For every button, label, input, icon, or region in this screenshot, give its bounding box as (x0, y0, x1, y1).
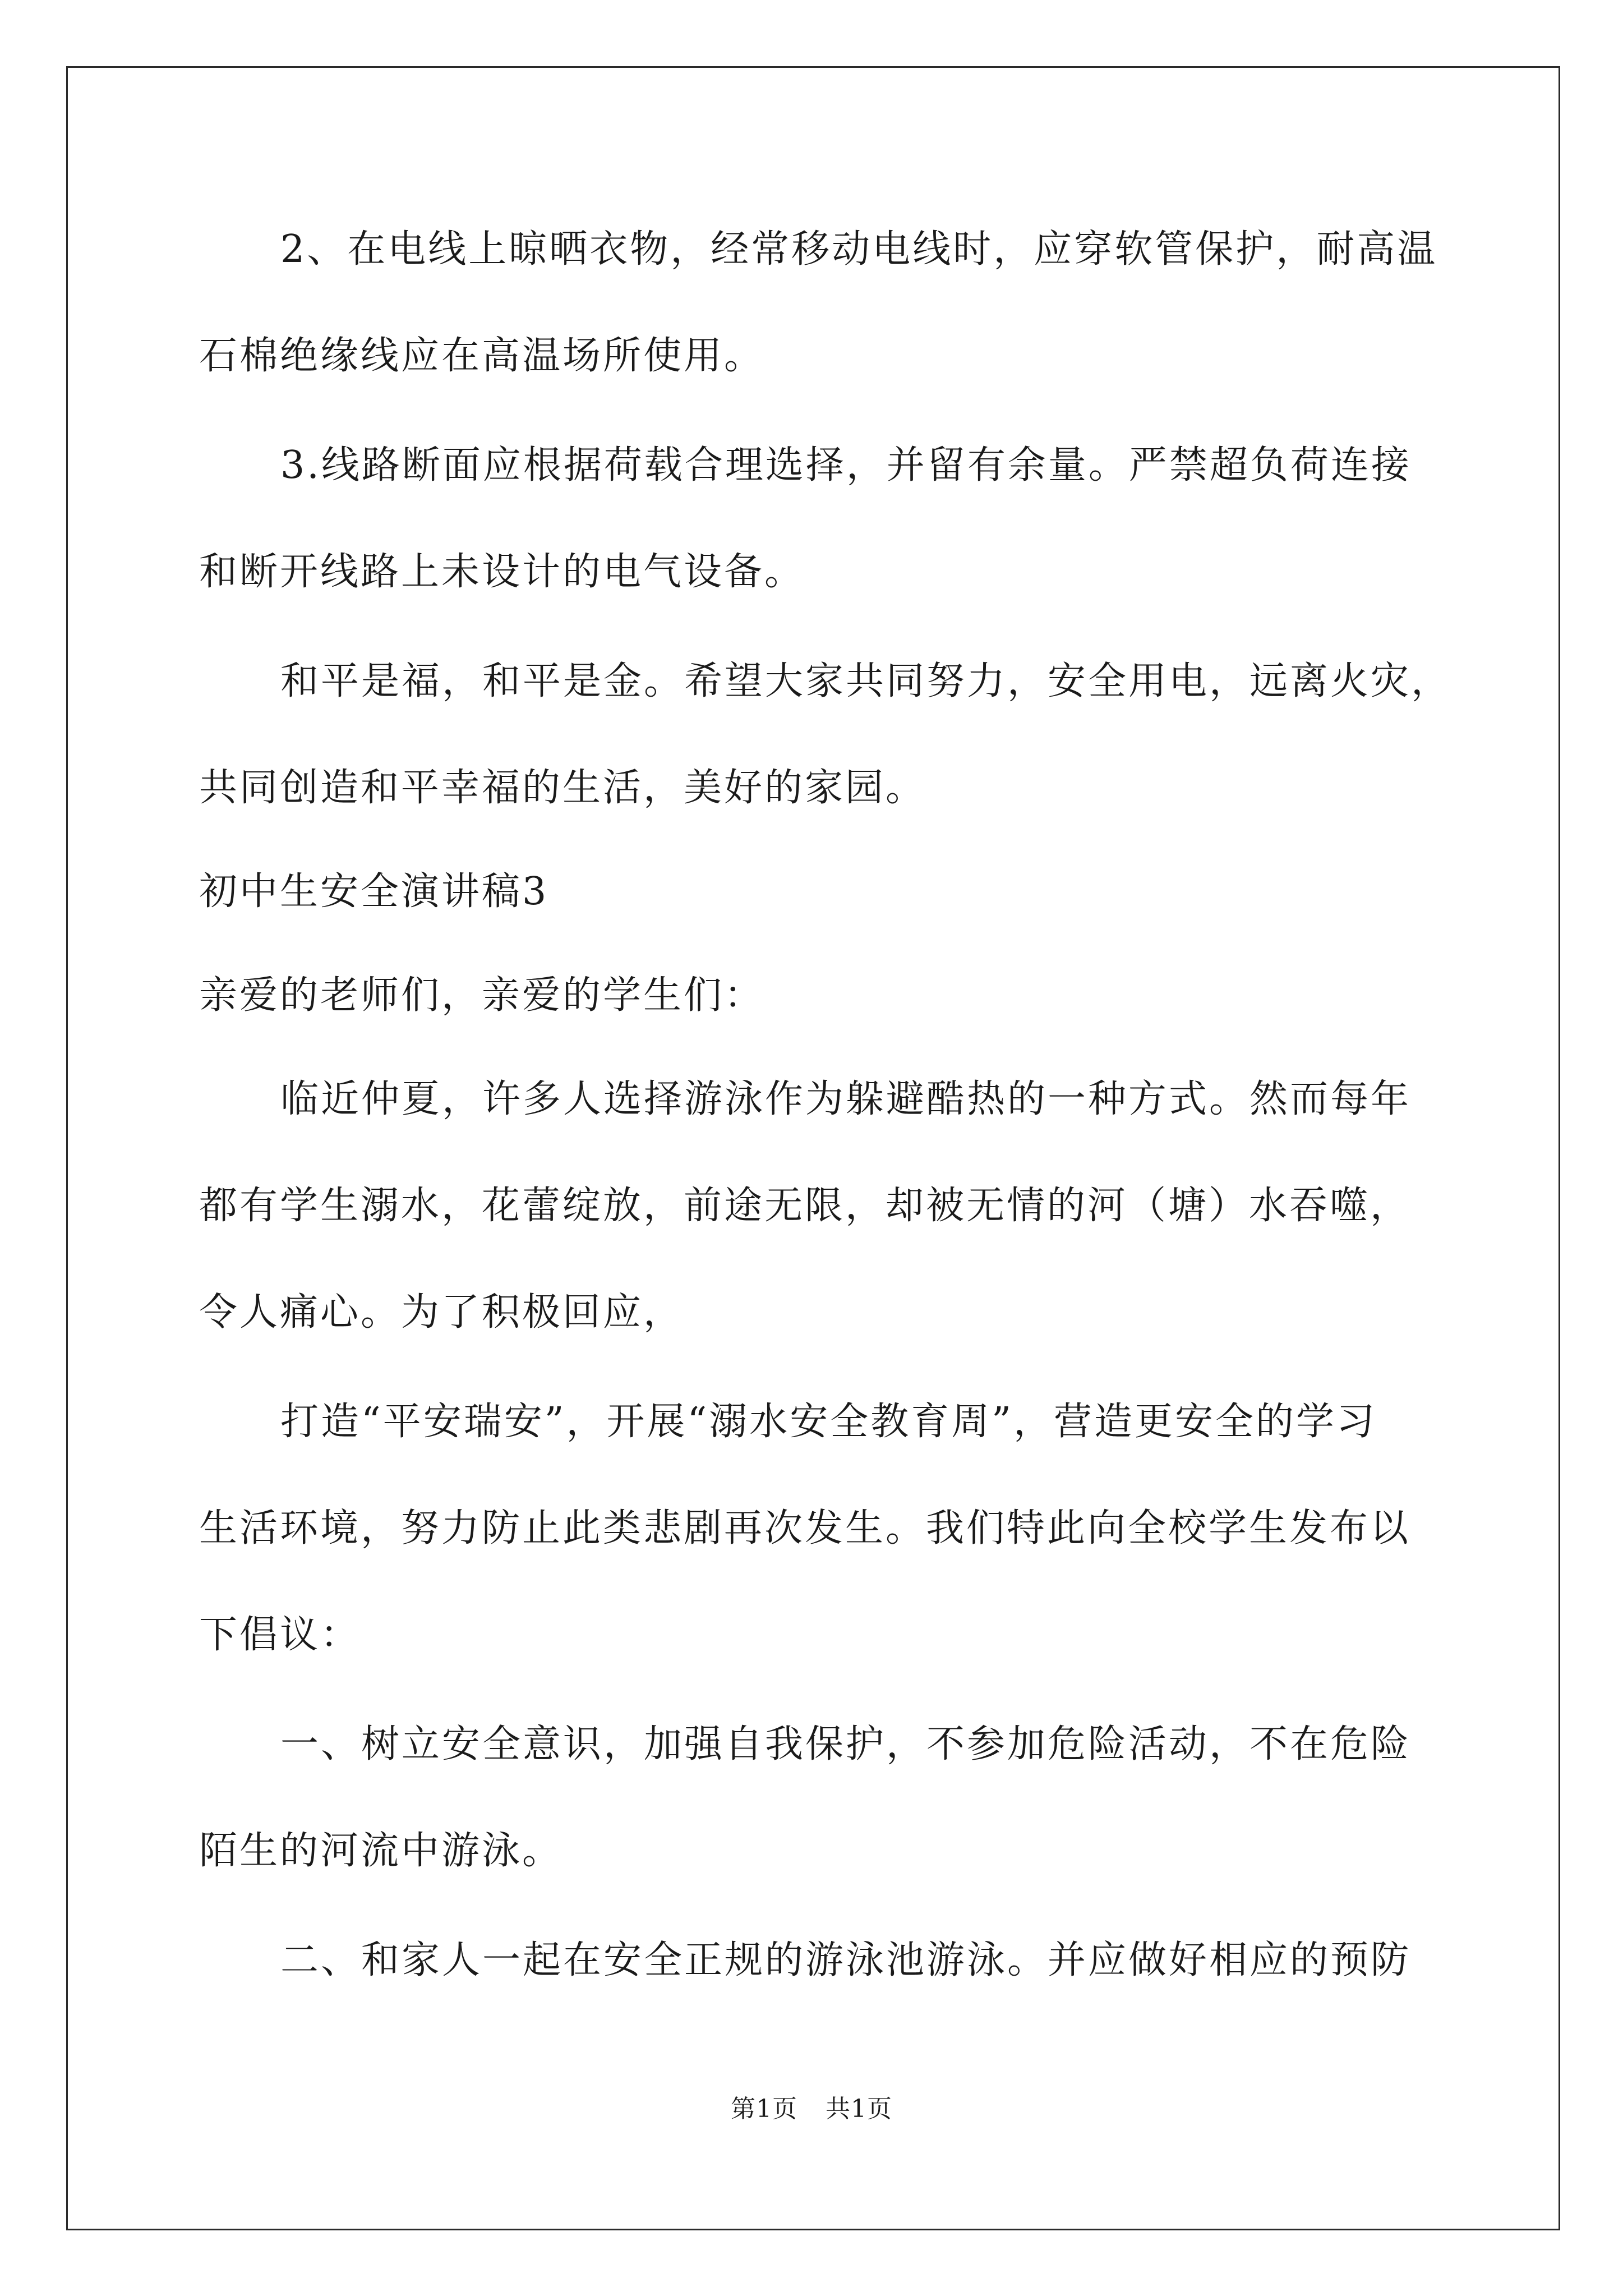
page-number: 第1页 (731, 2095, 797, 2123)
paragraph-line: 和平是福，和平是金。希望大家共同努力，安全用电，远离火灾， (280, 659, 1452, 703)
paragraph-line: 陌生的河流中游泳。 (199, 1829, 563, 1873)
paragraph-line: 生活环境，努力防止此类悲剧再次发生。我们特此向全校学生发布以 (199, 1506, 1411, 1550)
paragraph-line: 下倡议： (199, 1613, 361, 1657)
paragraph-line: 二、和家人一起在安全正规的游泳池游泳。并应做好相应的预防 (280, 1938, 1412, 1982)
paragraph-line: 和断开线路上未设计的电气设备。 (199, 550, 805, 594)
paragraph-line: 3.线路断面应根据荷载合理选择，并留有余量。严禁超负荷连接 (280, 443, 1412, 487)
paragraph-line: 共同创造和平幸福的生活，美好的家园。 (199, 766, 926, 810)
paragraph-line: 临近仲夏，许多人选择游泳作为躲避酷热的一种方式。然而每年 (280, 1077, 1412, 1121)
paragraph-line: 石棉绝缘线应在高温场所使用。 (199, 334, 765, 378)
section-heading: 初中生安全演讲稿3 (199, 869, 549, 914)
paragraph-line: 2、在电线上晾晒衣物，经常移动电线时，应穿软管保护，耐高温 (280, 227, 1438, 272)
page-footer (0, 2092, 1623, 2126)
paragraph-line: 一、树立安全意识，加强自我保护，不参加危险活动，不在危险 (280, 1722, 1412, 1766)
salutation: 亲爱的老师们，亲爱的学生们： (199, 973, 765, 1018)
page-border (66, 66, 1560, 2230)
paragraph-line: 打造“平安瑞安”，开展“溺水安全教育周”，营造更安全的学习 (280, 1400, 1377, 1444)
page-total: 共1页 (826, 2095, 892, 2123)
paragraph-line: 都有学生溺水，花蕾绽放，前途无限，却被无情的河（塘）水吞噬， (199, 1184, 1411, 1228)
paragraph-line: 令人痛心。为了积极回应， (199, 1290, 684, 1335)
